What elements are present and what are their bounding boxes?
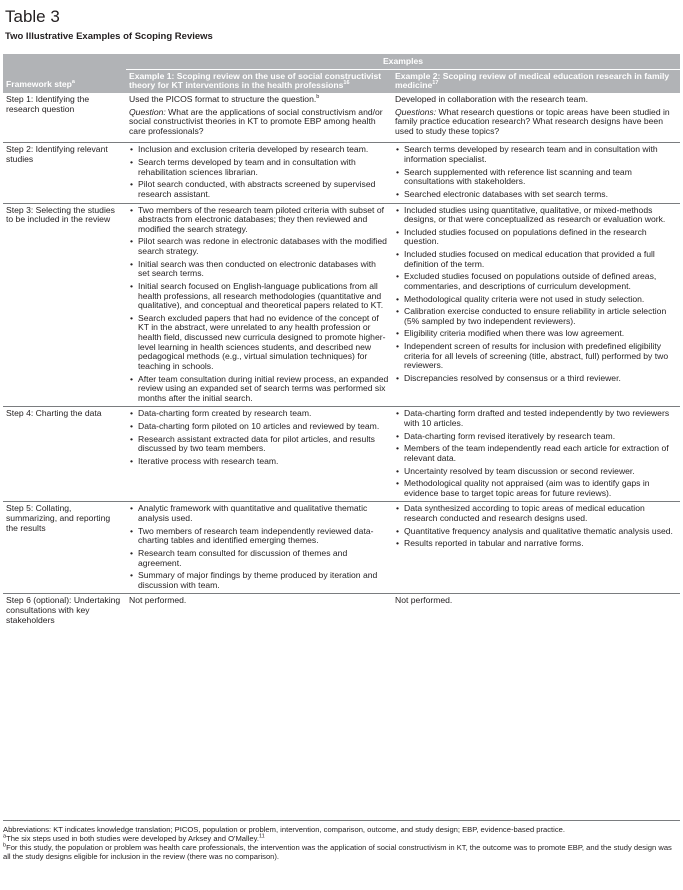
table-row-step-5 [3, 502, 680, 594]
footnote-abbreviations: Abbreviations: KT indicates knowledge translation; PICOS, population or problem, intervention, comparison, outcome, and study design; EBP, evidence-based practice. [3, 825, 565, 834]
list-item: • Members of the team independently read each article for extraction of relevant data. [395, 444, 677, 463]
list-item: • After team consultation during initial review process, an expanded review using an expanded set of search terms was performed six months after the initial search. [129, 375, 389, 404]
table-row-step-6 [3, 594, 680, 628]
scoping-review-table [3, 54, 680, 628]
list-item: • Initial search focused on English-language publications from all health professions, all research methodologies (quantitative and qualitative), and conceptual and theoretical papers related to KT. [129, 282, 389, 311]
table-row-step-3 [3, 203, 680, 407]
step-label: Step 4: Charting the data [3, 407, 126, 502]
header-framework-step: Framework step$^a$ [3, 54, 126, 93]
header-example-1: Example 1: Scoping review on the use of social constructivist theory for KT interventions in the health professions$^{16}$ [126, 69, 392, 93]
list-item: • Data-charting form piloted on 10 articles and reviewed by team. [129, 422, 389, 432]
list-item: • Included studies using quantitative, qualitative, or mixed-methods designs, or that were conceptualized as research or evaluation work. [395, 206, 677, 225]
list-item: • Methodological quality criteria were not used in study selection. [395, 295, 677, 305]
list-item: • Excluded studies focused on populations outside of defined areas, commentaries, and descriptions of curriculum development. [395, 272, 677, 291]
footnote-b: $^b$For this study, the population or problem was health care professionals, the intervention was the application of social constructivism in KT, the outcome was to promote EBP, and the study design was all the study designs eligible for inclusion in the review (there was no comparison). [3, 842, 672, 862]
list-item: • Quantitative frequency analysis and qualitative thematic analysis used. [395, 527, 677, 537]
example-2-cell [392, 203, 680, 407]
list-item: • Inclusion and exclusion criteria developed by research team. [129, 145, 389, 155]
list-item: • Methodological quality not appraised (aim was to identify gaps in evidence base to target topic areas for future reviews). [395, 479, 677, 498]
list-item: • Research team consulted for discussion of themes and agreement. [129, 549, 389, 568]
table-row-step-4 [3, 407, 680, 502]
list-item: • Eligibility criteria modified when there was low agreement. [395, 329, 677, 339]
list-item: • Research assistant extracted data for pilot articles, and results discussed by two team members. [129, 435, 389, 454]
example-1-cell [126, 143, 392, 203]
list-item: • Iterative process with research team. [129, 457, 389, 467]
list-item: • Pilot search was redone in electronic databases with the modified search strategy. [129, 237, 389, 256]
list-item: • Calibration exercise conducted to ensure reliability in article selection (5% sampled by two independent reviewers). [395, 307, 677, 326]
footnote-a: $^a$The six steps used in both studies were developed by Arksey and O'Malley.$^{11}$ [3, 833, 265, 844]
header-example-2: Example 2: Scoping review of medical education research in family medicine$^{17}$ [392, 69, 680, 93]
step-label: Step 5: Collating, summarizing, and reporting the results [3, 502, 126, 594]
list-item: • Data-charting form drafted and tested independently by two reviewers with 10 articles. [395, 409, 677, 428]
table-row-step-2 [3, 143, 680, 203]
list-item: • Search terms developed by research team and in consultation with information specialist. [395, 145, 677, 164]
example-1-cell [126, 407, 392, 502]
list-item: • Summary of major findings by theme produced by iteration and discussion with team. [129, 571, 389, 590]
example-1-cell: Used the PICOS format to structure the question.$^b$ Question: What are the applications of social constructivism and/or social constructivist theories in KT to promote EBP among health care professionals? [129, 93, 383, 136]
list-item: • Search supplemented with reference list scanning and team consultations with stakeholders. [395, 168, 677, 187]
list-item: • Independent screen of results for inclusion with predefined eligibility criteria for all levels of screening (title, abstract, full) performed by two reviewers. [395, 342, 677, 371]
header-examples: Examples [126, 54, 680, 69]
table-title: Table 3 [5, 7, 60, 26]
list-item: • Initial search was then conducted on electronic databases with set search terms. [129, 260, 389, 279]
example-1-cell: Not performed. [126, 594, 392, 628]
example-2-cell [392, 407, 680, 502]
list-item: • Included studies focused on populations defined in the research question. [395, 228, 677, 247]
list-item: • Data-charting form revised iteratively by research team. [395, 432, 677, 442]
list-item: • Discrepancies resolved by consensus or a third reviewer. [395, 374, 677, 384]
list-item: • Analytic framework with quantitative and qualitative thematic analysis used. [129, 504, 389, 523]
list-item: • Results reported in tabular and narrative forms. [395, 539, 677, 549]
step-label: Step 6 (optional): Undertaking consultations with key stakeholders [3, 594, 126, 628]
example-2-cell: Developed in collaboration with the research team. Questions: What research questions or topic areas have been studied in family practice education research? What research designs have been used to study these topics? [395, 93, 670, 136]
table-row-step-1 [3, 93, 680, 143]
table-footnotes [3, 820, 680, 861]
list-item: • Data synthesized according to topic areas of medical education research conducted and research designs used. [395, 504, 677, 523]
list-item: • Searched electronic databases with set search terms. [395, 190, 677, 200]
example-2-cell: Not performed. [392, 594, 680, 628]
step-label: Step 3: Selecting the studies to be included in the review [3, 203, 126, 407]
list-item: • Data-charting form created by research team. [129, 409, 389, 419]
list-item: • Included studies focused on medical education that provided a full definition of the term. [395, 250, 677, 269]
example-2-cell [392, 143, 680, 203]
step-label: Step 1: Identifying the research question [6, 93, 90, 114]
step-label: Step 2: Identifying relevant studies [3, 143, 126, 203]
example-2-cell [392, 502, 680, 594]
example-1-cell [126, 502, 392, 594]
list-item: • Two members of the research team piloted criteria with subset of abstracts from electronic databases; they then reviewed and modified the search strategy. [129, 206, 389, 235]
list-item: • Two members of research team independently reviewed data-charting tables and identified emerging themes. [129, 527, 389, 546]
table-subtitle: Two Illustrative Examples of Scoping Reviews [5, 31, 213, 42]
list-item: • Pilot search conducted, with abstracts screened by supervised research assistant. [129, 180, 389, 199]
list-item: • Search excluded papers that had no evidence of the concept of KT in the abstract, were unrelated to any health profession or health field, discussed new curricula designed to promote higher-level learning in health sciences students, and described new pedagogical methods (e.g., virtual simulation techniques) for teaching in schools. [129, 314, 389, 372]
list-item: • Search terms developed by team and in consultation with rehabilitation sciences librarian. [129, 158, 389, 177]
example-1-cell [126, 203, 392, 407]
list-item: • Uncertainty resolved by team discussion or second reviewer. [395, 467, 677, 477]
